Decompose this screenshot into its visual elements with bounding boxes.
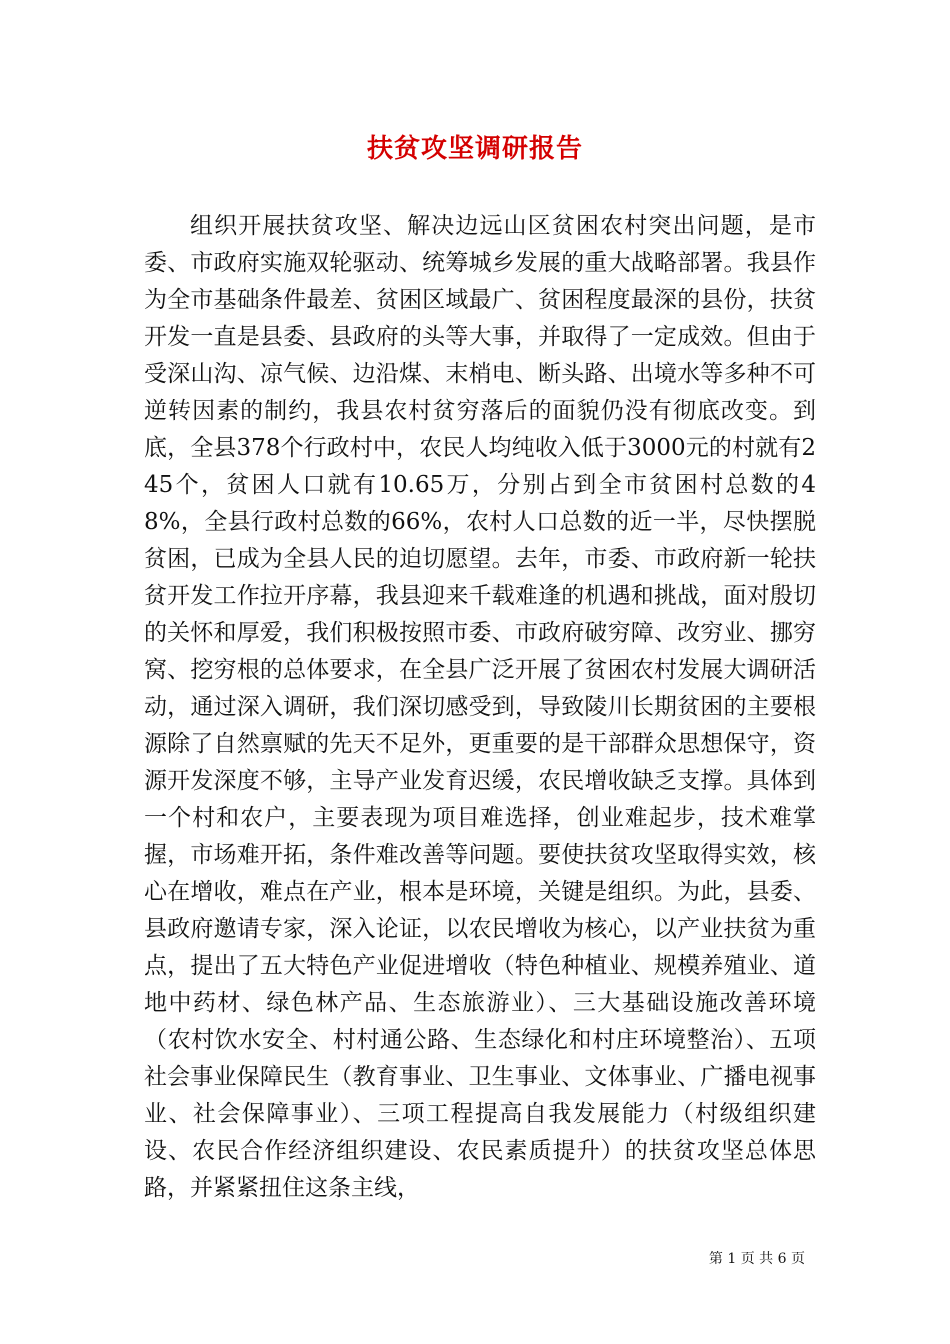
page-number: 第 1 页 共 6 页	[708, 1251, 805, 1267]
page-title: 扶贫攻坚调研报告	[366, 134, 583, 164]
body-paragraph: 组织开展扶贫攻坚、解决边远山区贫困农村突出问题，是市委、市政府实施双轮驱动、统筹城乡发展的重大战略部署。我县作为全市基础条件最差、贫困区域最广、贫困程度最深的县份，扶贫开发一直是县委、县政府的头等大事，并取得了一定成效。但由于受深山沟、凉气候、边沿煤、末梢电、断头路、出境水等多种不可逆转因素的制约，我县农村贫穷落后的面貌仍没有彻底改变。到底，全县378个行政村中，农民人均纯收入低于3000元的村就有245个，贫困人口就有10.65万，分别占到全市贫困村总数的48%，全县行政村总数的66%，农村人口总数的近一半，尽快摆脱贫困，已成为全县人民的迫切愿望。去年，市委、市政府新一轮扶贫开发工作拉开序幕，我县迎来千载难逢的机遇和挑战，面对殷切的关怀和厚爱，我们积极按照市委、市政府破穷障、改穷业、挪穷窝、挖穷根的总体要求，在全县广泛开展了贫困农村发展大调研活动，通过深入调研，我们深切感受到，导致陵川长期贫困的主要根源除了自然禀赋的先天不足外，更重要的是干部群众思想保守，资源开发深度不够，主导产业发育迟缓，农民增收缺乏支撑。具体到一个村和农户，主要表现为项目难选择，创业难起步，技术难掌握，市场难开拓，条件难改善等问题。要使扶贫攻坚取得实效，核心在增收，难点在产业，根本是环境，关键是组织。为此，县委、县政府邀请专家，深入论证，以农民增收为核心，以产业扶贫为重点，提出了五大特色产业促进增收（特色种植业、规模养殖业、道地中药材、绿色林产品、生态旅游业）、三大基础设施改善环境（农村饮水安全、村村通公路、生态绿化和村庄环境整治）、五项社会事业保障民生（教育事业、卫生事业、文体事业、广播电视事业、社会保障事业）、三项工程提高自我发展能力（村级组织建设、农民合作经济组织建设、农民素质提升）的扶贫攻坚总体思路，并紧紧扭住这条主线，	[144, 213, 816, 1201]
